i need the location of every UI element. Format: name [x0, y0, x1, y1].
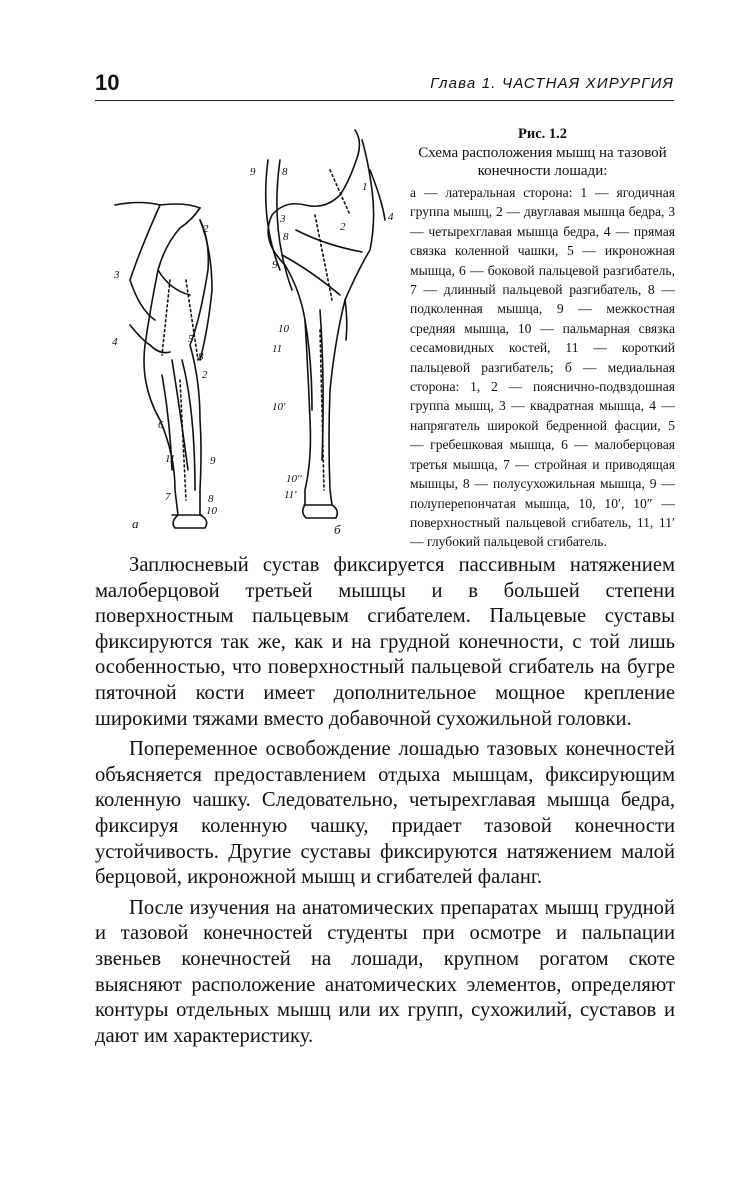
label-a-9: 9 [210, 455, 216, 467]
label-a-2: 2 [203, 223, 209, 235]
limb-diagram [100, 120, 410, 550]
label-a-10: 10 [206, 505, 217, 517]
label-b-8b: 8 [283, 231, 289, 243]
label-a-6: 6 [158, 419, 164, 431]
label-b-8: 8 [282, 166, 288, 178]
label-b-10dblprime: 10'' [286, 473, 302, 485]
caption-title: Рис. 1.2 [517, 126, 568, 142]
label-a-8: 8 [198, 351, 204, 363]
running-head: Глава 1. ЧАСТНАЯ ХИРУРГИЯ [430, 75, 674, 92]
label-b-9: 9 [250, 166, 256, 178]
label-b-9b: 9 [272, 259, 278, 271]
label-b-2: 2 [340, 221, 346, 233]
paragraph-3: После изучения на анатомических препаратах мышц грудной и тазовой конечностей студенты при осмотре и пальпации звеньев конечностей на лошади, крупном рогатом скоте выясняют расположение анатомических элементов, определяют контуры отдельных мышц или их групп, сухожилий, суставов и дают им характеристику. [95, 896, 675, 1047]
figure-horse-hindlimb-muscles [100, 120, 410, 550]
paragraph-2: Попеременное освобождение лошадью тазовых конечностей объясняется предоставлением отдыха мышцам, фиксирующим коленную чашку. Следовательно, четырехглавая мышца бедра, фиксируя коленную чашку, придает тазовой конечности устойчивость. Другие суставы фиксируются натяжением малой берцовой, икроножной мышц и сгибателей фаланг. [95, 738, 675, 889]
caption-body: а — латеральная сторона: 1 — ягодичная группа мышц, 2 — двуглавая мышца бедра, 3 — четырехглавая мышца бедра, 4 — прямая связка коленной чашки, 5 — икроножная мышца, 6 — боковой пальцевой разгибатель, 7 — длинный пальцевой разгибатель, 8 — подколенная мышца, 9 — межкостная средняя мышца, 10 — пальмарная связка сесамовидных костей, 11 — короткий пальцевой разгибатель; б — медиальная сторона: 1, 2 — пояснично-подвздошная группа мышц, 3 — квадратная мышца, 4 — напрягатель широкой бедренной фасции, 5 — гребешковая мышца, 6 — малоберцовая третья мышца, 7 — стройная и приводящая мышцы, 8 — полусухожильная мышца, 9 — полуперепончатая мышца, 10, 10′, 10″ — поверхностный пальцевой сгибатель, 11, 11′ — глубокий пальцевой сгибатель. [410, 185, 675, 550]
label-a-5: 5 [188, 333, 194, 345]
label-a-3: 3 [114, 269, 120, 281]
label-b-11: 11 [272, 343, 283, 355]
label-b-1: 1 [362, 181, 368, 193]
body-text [95, 553, 675, 1049]
label-b-4: 4 [388, 211, 394, 223]
label-a-4: 4 [112, 336, 118, 348]
label-a-8b: 8 [208, 493, 214, 505]
label-a-7: 7 [165, 491, 171, 503]
header-rule [95, 100, 674, 101]
caption-subtitle: Схема расположения мышц на тазовой конечности лошади: [418, 145, 667, 179]
figure-caption [410, 125, 675, 552]
label-b-10: 10 [278, 323, 289, 335]
paragraph-1: Заплюсневый сустав фиксируется пассивным натяжением малоберцовой третьей мышцы и в большей степени поверхностным пальцевым сгибателем. Пальцевые суставы фиксируются так же, как и на грудной конечности, с той лишь особенностью, что поверхностный пальцевой сгибатель на бугре пяточной кости имеет дополнительное мощное крепление широкими тяжами вместо добавочной сухожильной головки. [95, 554, 675, 730]
label-a-2b: 2 [202, 369, 208, 381]
label-a-11: 11 [165, 453, 176, 465]
label-b-3: 3 [280, 213, 286, 225]
page-number: 10 [95, 70, 120, 95]
panel-a-label: а [132, 516, 139, 531]
label-b-10prime: 10' [272, 401, 286, 413]
panel-b-label: б [334, 522, 341, 537]
label-b-11prime: 11' [284, 489, 297, 501]
